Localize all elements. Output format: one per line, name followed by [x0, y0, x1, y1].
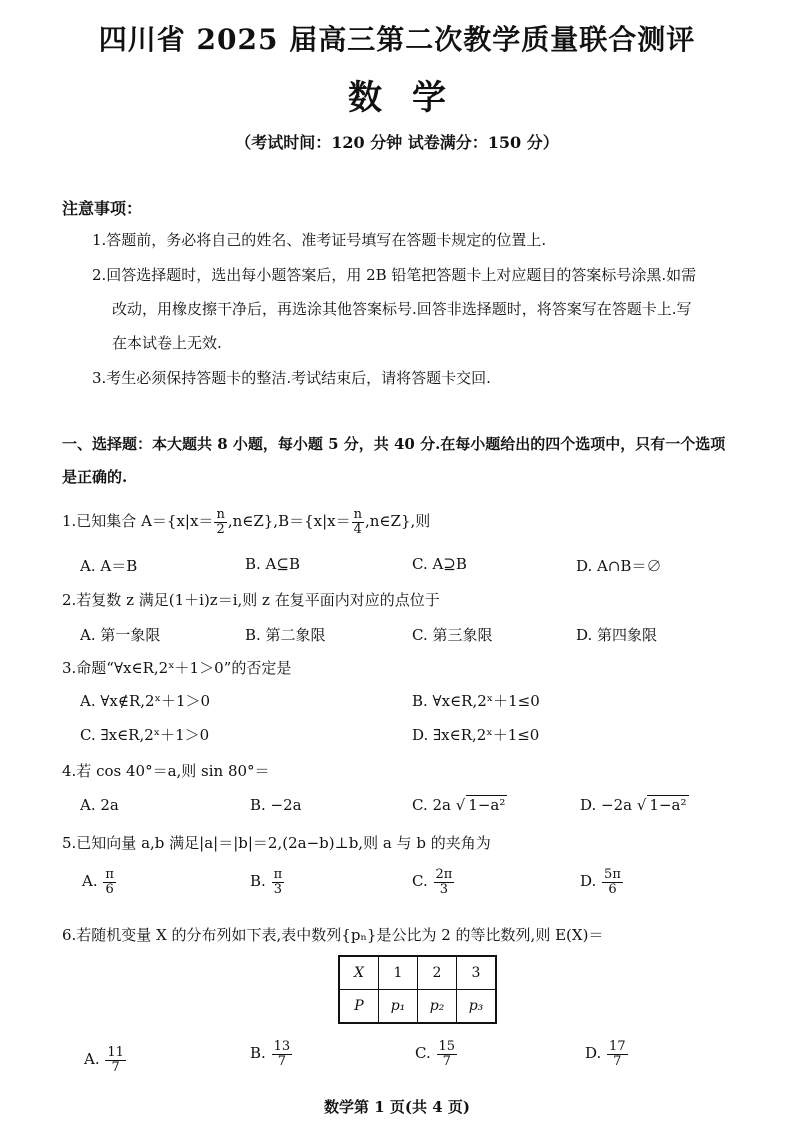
fraction: $\frac{n}{4}$: [353, 507, 362, 537]
option-a[interactable]: A. 第一象限: [80, 626, 161, 644]
fraction: $\frac{n}{2}$: [216, 507, 225, 537]
option-a[interactable]: A. ∀x∉R,2ˣ＋1＞0: [80, 692, 211, 710]
option-b[interactable]: B. ∀x∈R,2ˣ＋1≤0: [412, 692, 540, 710]
section-heading-cont: 是正确的.: [62, 468, 128, 486]
question-2-stem: 2.若复数 z 满足(1＋i)z＝i,则 z 在复平面内对应的点位于: [62, 591, 440, 609]
sqrt-radicand: 1−a²: [649, 796, 687, 814]
section-heading: 一、选择题：本大题共 8 小题，每小题 5 分，共 40 分.在每小题给出的四个选项中，只有一个选项: [62, 435, 726, 453]
option-c[interactable]: C. A⊇B: [412, 555, 467, 573]
option-a[interactable]: A. A＝B: [80, 557, 138, 575]
option-c[interactable]: C. $\frac{2\pi}{3}$: [412, 867, 453, 897]
note-item: 2.回答选择题时，选出每小题答案后，用 2B 铅笔把答题卡上对应题目的答案标号涂黑.如需: [92, 266, 697, 284]
question-4-stem: 4.若 cos 40°＝a,则 sin 80°＝: [62, 762, 270, 780]
option-a[interactable]: A. $\frac{\pi}{6}$: [82, 867, 114, 897]
option-d[interactable]: D. A∩B＝∅: [576, 557, 662, 575]
exam-info: （考试时间：120 分钟 试卷满分：150 分）: [235, 133, 559, 152]
option-c[interactable]: C. $\frac{15}{7}$: [415, 1039, 456, 1069]
table-row: X 1 2 3: [339, 956, 496, 990]
exam-title: 四川省 2025 届高三第二次教学质量联合测评: [98, 23, 696, 56]
notes-title: 注意事项：: [62, 199, 143, 218]
option-d[interactable]: D. 第四象限: [576, 626, 658, 644]
subject-title: 数学: [348, 78, 476, 118]
question-5-stem: 5.已知向量 a,b 满足|a|＝|b|＝2,(2a−b)⊥b,则 a 与 b 的夹角为: [62, 834, 491, 852]
option-d[interactable]: D. $\frac{17}{7}$: [585, 1039, 626, 1069]
option-d[interactable]: D. $\frac{5\pi}{6}$: [580, 867, 621, 897]
note-item: 改动，用橡皮擦干净后，再选涂其他答案标号.回答非选择题时，将答案写在答题卡上.写: [112, 300, 692, 318]
note-item: 3.考生必须保持答题卡的整洁.考试结束后，请将答题卡交回.: [92, 369, 491, 387]
option-c[interactable]: C. ∃x∈R,2ˣ＋1＞0: [80, 726, 210, 744]
option-a[interactable]: A. $\frac{11}{7}$: [84, 1045, 124, 1075]
question-3-stem: 3.命题“∀x∈R,2ˣ＋1＞0”的否定是: [62, 659, 292, 677]
option-b[interactable]: B. 第二象限: [245, 626, 326, 644]
option-d[interactable]: D. −2a √ 1−a²: [580, 796, 687, 814]
option-a[interactable]: A. 2a: [80, 796, 119, 814]
table-row: P p₁ p₂ p₃: [339, 990, 496, 1024]
question-1-stem: 1.已知集合 A＝{x|x＝ $\frac{n}{2}$ ,n∈Z},B＝{x|x＝ $\frac{n}{4}$ ,n∈Z},则: [62, 507, 431, 537]
option-d[interactable]: D. ∃x∈R,2ˣ＋1≤0: [412, 726, 540, 744]
note-item: 1.答题前，务必将自己的姓名、准考证号填写在答题卡规定的位置上.: [92, 231, 547, 249]
option-b[interactable]: B. −2a: [250, 796, 302, 814]
question-6-stem: 6.若随机变量 X 的分布列如下表,表中数列{pₙ}是公比为 2 的等比数列,则 E(X)＝: [62, 926, 604, 944]
option-c[interactable]: C. 第三象限: [412, 626, 493, 644]
option-c[interactable]: C. 2a √ 1−a²: [412, 796, 506, 814]
note-item: 在本试卷上无效.: [112, 334, 222, 352]
distribution-table: [338, 955, 497, 1024]
option-b[interactable]: B. $\frac{\pi}{3}$: [250, 867, 283, 897]
page-footer: 数学第 1 页(共 4 页): [324, 1098, 470, 1116]
option-b[interactable]: B. A⊆B: [245, 555, 300, 573]
option-b[interactable]: B. $\frac{13}{7}$: [250, 1039, 291, 1069]
sqrt-radicand: 1−a²: [468, 796, 506, 814]
